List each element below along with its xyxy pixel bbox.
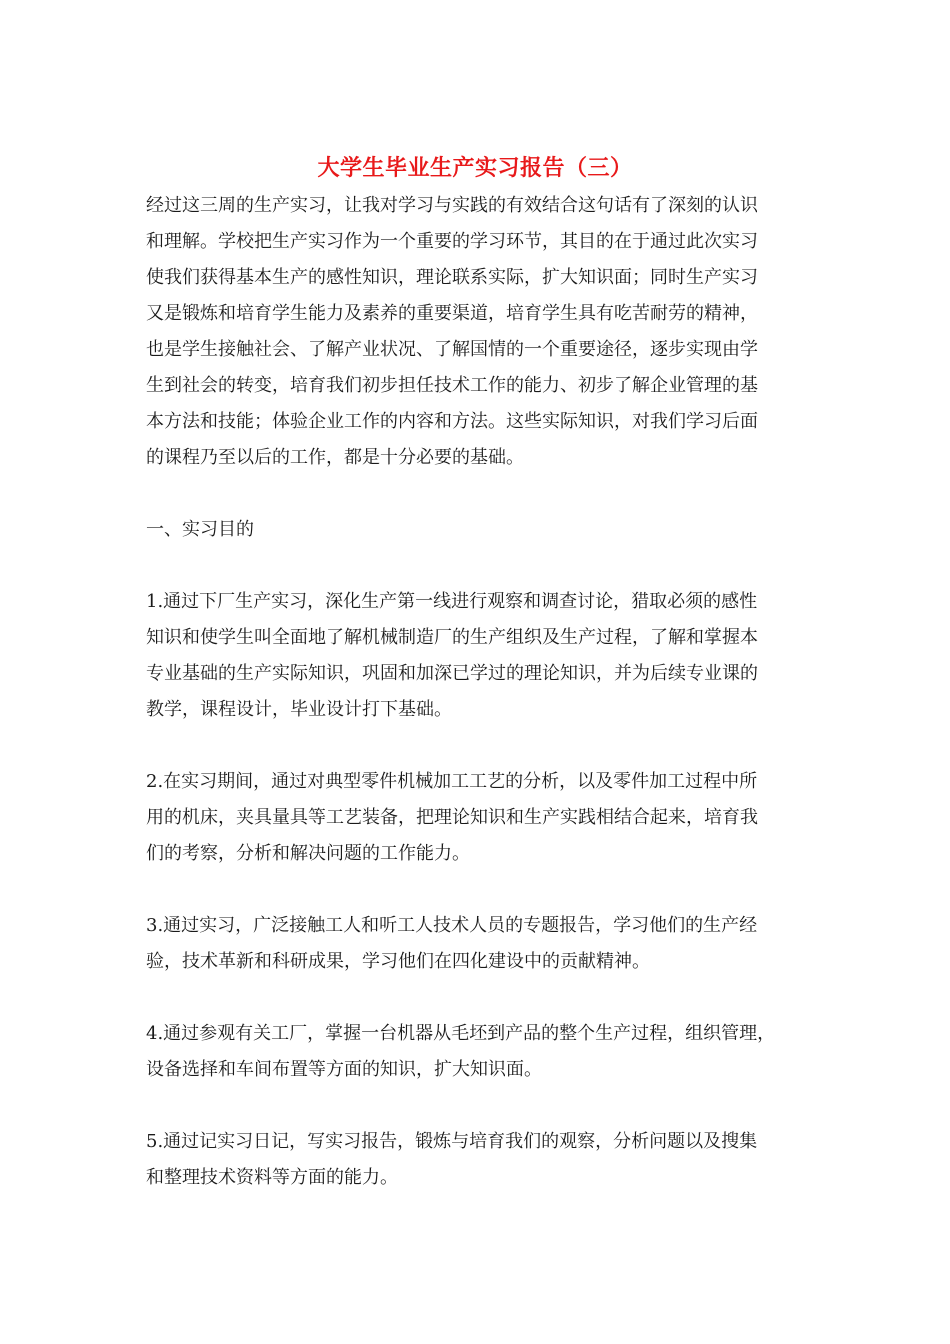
paragraph-gap [146, 728, 822, 764]
paragraph-gap [146, 1088, 822, 1124]
objective-item-5 [146, 1124, 822, 1196]
objective-item-2 [146, 764, 822, 872]
paragraph-line: 也是学生接触社会、了解产业状况、了解国情的一个重要途径，逐步实现由学 [146, 339, 758, 360]
paragraph-gap [146, 548, 822, 584]
paragraph-line: 教学，课程设计，毕业设计打下基础。 [146, 699, 452, 720]
paragraph-line: 和整理技术资料等方面的能力。 [146, 1167, 398, 1188]
paragraph-line: 经过这三周的生产实习，让我对学习与实践的有效结合这句话有了深刻的认识 [146, 195, 758, 216]
paragraph-line: 又是锻炼和培育学生能力及素养的重要渠道，培育学生具有吃苦耐劳的精神， [146, 303, 758, 324]
section-heading: 一、实习目的 [146, 519, 254, 540]
paragraph-line: 知识和使学生叫全面地了解机械制造厂的生产组织及生产过程，了解和掌握本 [146, 627, 758, 648]
document-body [146, 188, 822, 1196]
objective-item-1 [146, 584, 822, 728]
objective-item-3 [146, 908, 822, 980]
paragraph-gap [146, 980, 822, 1016]
paragraph-line: 验，技术革新和科研成果，学习他们在四化建设中的贡献精神。 [146, 951, 650, 972]
paragraph-line: 5.通过记实习日记，写实习报告，锻炼与培育我们的观察，分析问题以及搜集 [146, 1131, 758, 1152]
intro-paragraph [146, 188, 822, 476]
objective-item-4 [146, 1016, 822, 1088]
paragraph-gap [146, 476, 822, 512]
paragraph-line: 用的机床，夹具量具等工艺装备，把理论知识和生产实践相结合起来，培育我 [146, 807, 758, 828]
paragraph-line: 设备选择和车间布置等方面的知识，扩大知识面。 [146, 1059, 542, 1080]
paragraph-line: 们的考察，分析和解决问题的工作能力。 [146, 843, 470, 864]
document-title: 大学生毕业生产实习报告（三） [317, 155, 633, 181]
paragraph-line: 4.通过参观有关工厂，掌握一台机器从毛坯到产品的整个生产过程，组织管理， [146, 1023, 776, 1044]
paragraph-line: 和理解。学校把生产实习作为一个重要的学习环节，其目的在于通过此次实习 [146, 231, 758, 252]
paragraph-line: 2.在实习期间，通过对典型零件机械加工工艺的分析，以及零件加工过程中所 [146, 771, 758, 792]
paragraph-line: 使我们获得基本生产的感性知识，理论联系实际，扩大知识面；同时生产实习 [146, 267, 758, 288]
paragraph-line: 生到社会的转变，培育我们初步担任技术工作的能力、初步了解企业管理的基 [146, 375, 758, 396]
paragraph-line: 1.通过下厂生产实习，深化生产第一线进行观察和调查讨论，猎取必须的感性 [146, 591, 758, 612]
paragraph-line: 本方法和技能；体验企业工作的内容和方法。这些实际知识，对我们学习后面 [146, 411, 758, 432]
paragraph-line: 的课程乃至以后的工作，都是十分必要的基础。 [146, 447, 524, 468]
paragraph-gap [146, 872, 822, 908]
paragraph-line: 3.通过实习，广泛接触工人和听工人技术人员的专题报告，学习他们的生产经 [146, 915, 758, 936]
paragraph-line: 专业基础的生产实际知识，巩固和加深已学过的理论知识，并为后续专业课的 [146, 663, 758, 684]
